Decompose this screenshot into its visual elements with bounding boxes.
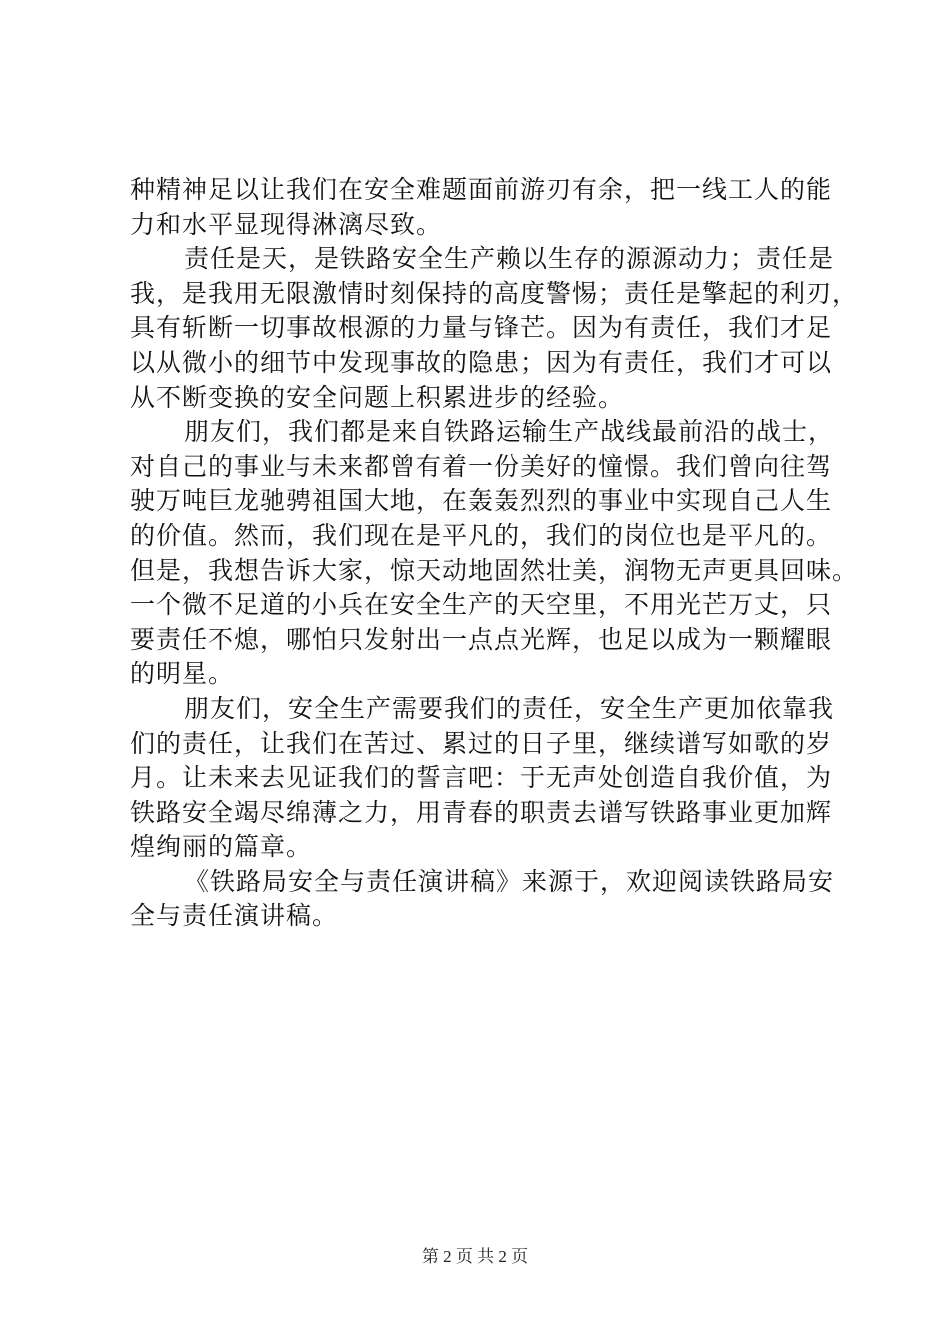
page-number-footer: 第 2 页 共 2 页 bbox=[421, 1247, 529, 1266]
text-line: 月。让未来去见证我们的誓言吧：于无声处创造自我价值，为 bbox=[130, 763, 833, 793]
text-line: 的价值。然而，我们现在是平凡的，我们的岗位也是平凡的。 bbox=[130, 520, 833, 550]
text-line: 具有斩断一切事故根源的力量与锋芒。因为有责任，我们才足 bbox=[130, 313, 833, 343]
text-line: 煌绚丽的篇章。 bbox=[130, 832, 313, 862]
text-line: 铁路安全竭尽绵薄之力，用青春的职责去谱写铁路事业更加辉 bbox=[130, 797, 833, 827]
text-line: 一个微不足道的小兵在安全生产的天空里，不用光芒万丈，只 bbox=[130, 590, 833, 620]
text-line: 以从微小的细节中发现事故的隐患；因为有责任，我们才可以 bbox=[130, 347, 833, 377]
text-line: 们的责任，让我们在苦过、累过的日子里，继续谱写如歌的岁 bbox=[130, 728, 833, 758]
text-line: 从不断变换的安全问题上积累进步的经验。 bbox=[130, 382, 625, 412]
paragraph-first-line: 朋友们，安全生产需要我们的责任，安全生产更加依靠我 bbox=[184, 693, 835, 723]
text-line: 的明星。 bbox=[130, 659, 235, 689]
text-line: 全与责任演讲稿。 bbox=[130, 901, 339, 931]
paragraph-first-line: 责任是天，是铁路安全生产赖以生存的源源动力；责任是 bbox=[184, 244, 835, 274]
text-line: 要责任不熄，哪怕只发射出一点点光辉，也足以成为一颗耀眼 bbox=[130, 624, 833, 654]
text-line: 驶万吨巨龙驰骋祖国大地，在轰轰烈烈的事业中实现自己人生 bbox=[130, 486, 833, 516]
paragraph-first-line: 朋友们，我们都是来自铁路运输生产战线最前沿的战士， bbox=[184, 417, 835, 447]
text-line: 种精神足以让我们在安全难题面前游刃有余，把一线工人的能 bbox=[130, 175, 833, 204]
text-line: 对自己的事业与未来都曾有着一份美好的憧憬。我们曾向往驾 bbox=[130, 451, 833, 481]
text-line: 我，是我用无限激情时刻保持的高度警惕；责任是擎起的利刃， bbox=[130, 278, 859, 308]
text-line: 力和水平显现得淋漓尽致。 bbox=[130, 209, 443, 239]
document-body bbox=[130, 173, 859, 934]
text-line: 但是，我想告诉大家，惊天动地固然壮美，润物无声更具回味。 bbox=[130, 555, 859, 585]
paragraph-first-line: 《铁路局安全与责任演讲稿》来源于，欢迎阅读铁路局安 bbox=[184, 866, 835, 896]
